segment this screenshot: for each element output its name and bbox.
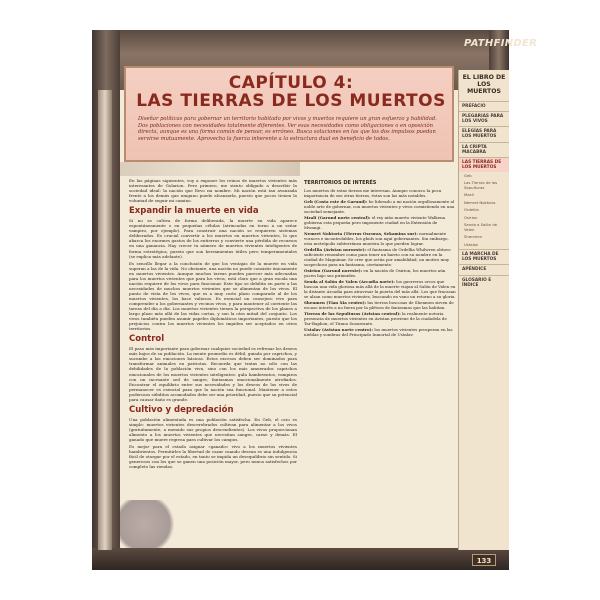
territory-name: Senda al Salón de Valen (Arcadia norte):	[304, 278, 395, 284]
sidebar-item-apendice[interactable]: APÉNDICE	[459, 264, 509, 274]
paragraph: El paso más importante para gobernar cualquier sociedad es refrenar los deseos más bajos de su población. La mente promedio es débil, guiada por caprichos, y sucumbe a las emociones básicas. Estos excesos deben ser dominados para transformar animales en patriotas. Recuerda que tratas no sólo con las debilidades de la población viva, sino con los más amuerados caprichos emocionales de los muertos vivientes inteligentes: gula hambrientos, vampiros con un incesante sed de sangre, fantasmas emocionalmente atrofiados. Encontrar el equilibrio entre sus necesidades y los deseos de los vivos de permanecer es esencial para que la nación sea funcional. Mantener a estos poderosos súbditos acomodados debe ser una prioridad, puesto que su potencial para causar daño es grande.	[129, 346, 297, 402]
territory-text: la realmente notoria presencia de muertos vivientes en Avistan proviene de la ciudadela de Tar-Baphon, el Tirano Susurrante.	[304, 310, 447, 326]
paragraph: Es sencillo llegar a la conclusión de que los ventajas de la muerte en vida superan a las de la vida. No obstante, una nación no puede consistir únicamente en muertos vivientes. Aunque muchos tareas pueden parecer más adecuadas para los muertos vivientes que para los vivos, está claro que a gran escala una nación requiere de los vivos para funcionar. Este tipo se debilita en parte a las necesidades de muchos muertos vivientes que se alimentan de los vivos. El punto de vista de los vivos, que es a muy corto plazo comparado al de los muertos vivientes, los hace valiosos. Es esencial un consejero vivo para comprender a los gobernantes y vecinos vivos, y para mantener al corriente las tareas del día a día. Los muertos vivientes tienen la perspectiva de los planes a largo plazo más allá de las vidas cortas, y son la otra mitad del conjunto. Los vivos también pueden asumir papeles diplomáticos importantes, puesto que los prejuicios contra los muertos vivientes los impiden ser aceptados en otros territorios.	[129, 260, 297, 332]
territories-box	[304, 180, 456, 338]
territory-entry	[304, 247, 456, 267]
sidebar-item-tierras[interactable]: LAS TIERRAS DE LOS MUERTOS	[459, 157, 509, 172]
territory-entry	[304, 311, 456, 326]
territory-name: Ustalav (Avistan norte centro):	[304, 326, 374, 332]
territories-intro: Los muertos de estas tierras me interesan. Aunque conozco la poca importancia de sus otras tierras, éstas son las más notables.	[304, 187, 442, 198]
territory-entry	[304, 279, 456, 299]
territory-entry	[304, 268, 456, 278]
territory-name: Nemret Noktoria (Tierras Oscuras, Sekamina sur):	[304, 230, 418, 236]
pathfinder-logo: PATHFINDER	[464, 38, 538, 49]
paragraph: Una población alimentada es una población satisfecha. En Geb, el ocio es simple: muertos vivientes descerebrados cultivan para alimentar a los vivos (gratuitamente, a menudo sus propios descendientes). Los vivos proporcionan alimento a los muertos vivientes que necesitan sangre, carne y demás. El ganado que muere regresa para cultivar los campos.	[129, 416, 297, 442]
sidebar-subitem[interactable]: Osirion	[464, 214, 478, 220]
territory-text: en la nación de Osirion, los muertos aún yacen bajo sus pirámides.	[304, 267, 446, 278]
chapter-intro: Diseñar políticas para gobernar un territorio habitado por vivos y muertos requiere un gran esfuerzo y habilidad. Dos poblaciones con necesidades totalmente diferentes. Ver esas necesidades como obligaciones o en oposición directa, aunque es una forma común de pensar, es erróneo. Busca soluciones en las que los dos impulsos puedan servirse mutuamente. Aprovecha la fuerza inherente a la estructura dual en beneficio de todos.	[138, 116, 437, 142]
territory-text: los guerreros orcos que buscan una vida gloriosa más allá de la muerte viajan al Salón de Valen en la distante Arcadia para atravesar la puerta del más allá. Los que fracasan se alzan como muertos vivientes, buscando en vano un retorno a su gloria.	[304, 278, 456, 299]
decorative-art-bottom	[120, 500, 180, 548]
page-number: 133	[472, 554, 496, 566]
sidebar-subitem[interactable]: Senda a Salón de Valen	[464, 222, 498, 232]
sidebar-subitem[interactable]: Mzali	[464, 192, 474, 198]
territory-entry	[304, 199, 456, 214]
decorative-art-band	[120, 162, 300, 176]
sidebar-subitem[interactable]: Shenmen	[464, 234, 482, 240]
sidebar-subitem[interactable]: Nemret Noktoria	[464, 199, 496, 205]
territory-entry	[304, 300, 456, 310]
sidebar-title: EL LIBRO DE LOS MUERTOS	[462, 74, 506, 96]
paragraph: Si no se cultiva de forma deliberada, la muerte en vida aparece espontáneamente o en pequeñas células (atrincadas en torno a un señor vampiro, por ejemplo). Para construir una nación se requieren sistemas deliberados. Es crucial convertir a los muertos en muertos vivientes, lo que abarca los enormes gastos de los entierros y convierte una pérdida de recursos en una ganancia. Hay crecer tu número de muertos vivientes inteligentes de forma estratégica, puesto que son herramientas útiles pero temperamentales (se explica más adelante).	[129, 218, 297, 259]
paragraph: Es mejor para el estado asignar «ganado» vivo a los muertos vivientes hambrientos. Permitirles la libertad de cazar cuando desean es una indulgencia fácil de otorgar por el estado, en tanto se impida un desequilibrio sin sentido. Si generosos con los que se ganen una posición mayor, pero nunca satisfechos por completo las riendas.	[129, 444, 297, 470]
book-page	[92, 30, 538, 570]
territory-text: he liderado a mi nación orgullosamente al noble arte de gobernar, con muertos vivientes y vivos coexistiendo en una sociedad semejante.	[304, 198, 455, 214]
chapter-header	[124, 66, 454, 162]
territory-text: normalmente voraces e incontrolables, los ghuls son aquí gobernantes. Sin embargo, esta metrópolis subterránea muestra lo que pueden lograr.	[304, 230, 449, 246]
territory-name: Tierras de las Sepulturas (Avistan central):	[304, 310, 401, 316]
sidebar-item-prefacio[interactable]: PREFACIO	[459, 101, 509, 111]
territory-name: Geb (Costa este de Garund):	[304, 198, 368, 204]
territory-text: los muertos vivientes prosperan en las nieblas y sombras del Principado Inmortal de Ustalav.	[304, 326, 453, 337]
sidebar-item-elegias[interactable]: ELEGÍAS PARA LOS MUERTOS	[459, 126, 509, 141]
section-heading: Cultivo y depredación	[129, 404, 234, 415]
sidebar-item-cripta[interactable]: LA CRIPTA MACABRA	[459, 142, 509, 157]
left-column	[129, 178, 297, 471]
chapter-sidebar	[458, 70, 509, 550]
sidebar-subitem[interactable]: Geb	[464, 172, 472, 178]
territory-name: Shenmen (Tian Xia centro):	[304, 299, 367, 305]
sidebar-item-glosario[interactable]: GLOSARIO E ÍNDICE	[459, 275, 509, 290]
sidebar-item-marcha[interactable]: LA MARCHA DE LOS MUERTOS	[459, 249, 509, 264]
sidebar-subitem[interactable]: Ordellia	[464, 207, 479, 213]
territory-entry	[304, 231, 456, 246]
chapter-subtitle: LAS TIERRAS DE LOS MUERTOS	[136, 91, 446, 111]
territory-name: Ordellia (Avistan noroeste):	[304, 246, 367, 252]
territory-name: Mzali (Garund norte central):	[304, 214, 371, 220]
territory-name: Osirion (Garund noreste):	[304, 267, 363, 273]
sidebar-item-plegarias[interactable]: PLEGARIAS PARA LOS VIVOS	[459, 111, 509, 126]
territories-title: TERRITORIOS DE INTERÉS	[304, 180, 377, 186]
sidebar-subitem[interactable]: Las Tierras de las Sepulturas	[464, 180, 498, 190]
chapter-title: CAPÍTULO 4:	[228, 73, 354, 93]
section-heading: Control	[129, 334, 165, 345]
stone-pillar-left	[98, 90, 112, 550]
territory-entry	[304, 215, 456, 230]
territory-entry	[304, 327, 456, 337]
section-heading: Expandir la muerte en vida	[129, 206, 259, 217]
ornate-frame-bottom	[92, 548, 509, 570]
territory-text: las tierras boscosas de Shenmen sirven de escaso interés a no fuera por la plétora de fantasmas que las habitan.	[304, 299, 454, 310]
territory-text: el rey niño muerto viviente Walkena gobierna esta pequeña pero imponente ciudad en la Extensión de Mwangi.	[304, 214, 446, 230]
paragraph: En las páginas siguientes, voy a exponer los reinos de muertos vivientes más interesantes de Golarion. Pero primero, me siento obligado a describir la sociedad ideal: la nación que llevo mi nombre. Mi nación está tan avanzada frente a los demás que ninguno puede alcanzarla, puesto que pocos tienen la voluntad de seguir mi camino.	[129, 178, 297, 204]
territory-text: el fantasma de Ordellia Whilwren obtuvo suficiente renombre como para tener un barrio con su nombre en la ciudad de Magnimar. Se cree que actúa por amabilidad, un motivo muy sospechoso para un fantasma, ciertamente.	[304, 246, 451, 267]
sidebar-subitem[interactable]: Ustalav	[464, 241, 479, 247]
